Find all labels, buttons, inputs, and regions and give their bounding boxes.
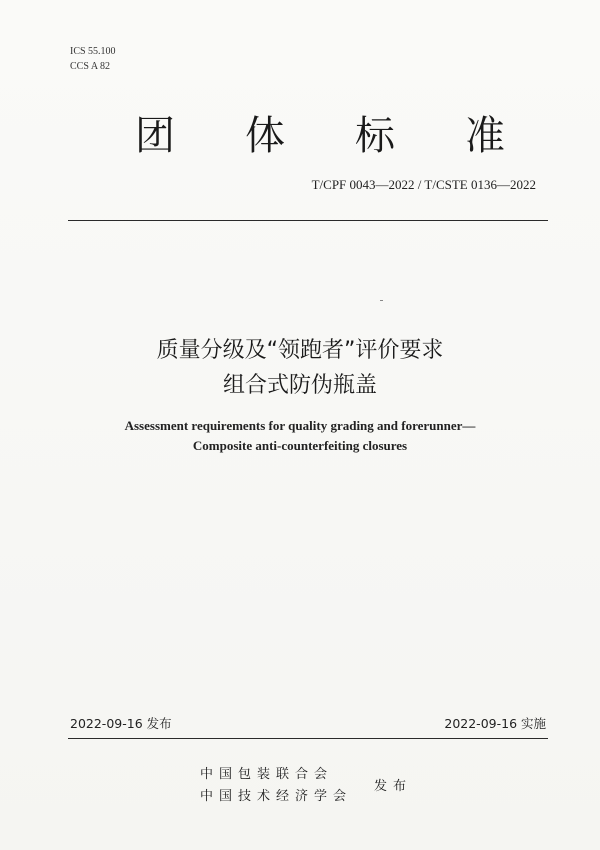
standard-type-char: 标 [355,113,395,159]
standard-type-heading [130,104,510,161]
publisher-org2: 中国技术经济学会 [200,789,353,804]
publisher-org1: 中国包装联合会 [200,767,334,782]
publisher-list [200,764,352,808]
title-en-line1: Assessment requirements for quality grading and forerunner— [124,418,476,433]
issue-date: 2022-09-16 发布 [70,716,172,731]
scan-speck [380,300,383,301]
standard-type-char: 体 [245,113,285,159]
title-cn-line2: 组合式防伪瓶盖 [222,373,377,398]
standard-number: T/CPF 0043—2022 / T/CSTE 0136—2022 [311,177,536,192]
top-divider [68,220,548,221]
title-cn-line1: 质量分级及“领跑者”评价要求 [156,338,444,363]
ccs-code: CCS A 82 [70,61,111,72]
standard-type-char: 准 [465,113,505,159]
title-en-line2: Composite anti-counterfeiting closures [192,438,408,453]
ics-code: ICS 55.100 [70,46,116,57]
implementation-date: 2022-09-16 实施 [444,716,546,731]
bottom-divider [68,738,548,739]
standard-type-char: 团 [135,113,175,159]
classification-codes [70,44,116,74]
publish-label: 发布 [374,779,413,794]
